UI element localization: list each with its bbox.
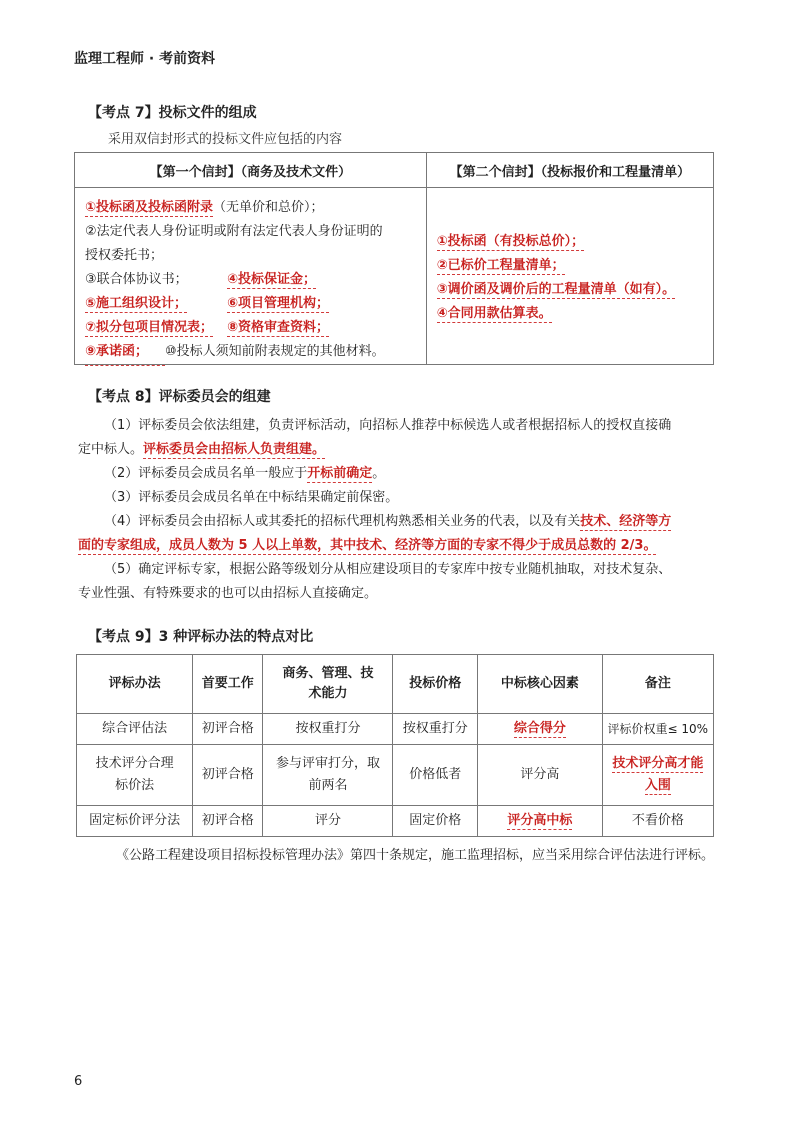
env2-item-2: ②已标价工程量清单；	[436, 258, 565, 273]
env1-line-4	[85, 268, 426, 292]
col-header-price: 投标价格	[393, 655, 478, 714]
cell-price: 按权重打分	[393, 714, 478, 745]
env1-item-8: ⑧资格审查资料；	[227, 320, 330, 335]
env1-item-3: ③联合体协议书；	[85, 272, 188, 287]
section-7-intro: 采用双信封形式的投标文件应包括的内容	[108, 132, 343, 147]
cell-capability: 评分	[263, 806, 393, 837]
s8-p4-line2	[78, 534, 716, 558]
cell-first-task: 初评合格	[193, 714, 263, 745]
envelope-1-header: 【第一个信封】（商务及技术文件）	[75, 153, 427, 188]
s8-p4-line1: （4）评标委员会由招标人或其委托的招标代理机构熟悉相关业务的代表，以及有关技术、经济等方	[104, 514, 672, 529]
page-number: 6	[74, 1074, 83, 1089]
table-row	[77, 806, 714, 837]
cell-price: 固定价格	[393, 806, 478, 837]
section-8-title: 【考点 8】评标委员会的组建	[88, 389, 271, 405]
s8-p1-line1: （1）评标委员会依法组建，负责评标活动，向招标人推荐中标候选人或者根据招标人的授权直接确	[104, 418, 672, 433]
cell-remark: 评标价权重≤ 10%	[602, 714, 713, 745]
table-row	[77, 714, 714, 745]
cell-method: 综合评估法	[77, 714, 193, 745]
cell-method: 固定标价评分法	[77, 806, 193, 837]
s8-p5-line2: 专业性强、有特殊要求的也可以由招标人直接确定。	[78, 586, 378, 601]
envelope-2-header: 【第二个信封】（投标报价和工程量清单）	[426, 153, 713, 188]
env1-item-9: ⑨承诺函；	[85, 340, 165, 366]
env1-item-1-note: （无单价和总价）；	[213, 200, 324, 215]
env1-line-3: 授权委托书；	[85, 248, 164, 263]
env1-item-6: ⑥项目管理机构；	[227, 296, 330, 311]
cell-capability: 按权重打分	[263, 714, 393, 745]
cell-remark: 不看价格	[602, 806, 713, 837]
env1-line-2: ②法定代表人身份证明或附有法定代表人身份证明的	[85, 224, 383, 239]
section-7-title: 【考点 7】投标文件的组成	[88, 105, 257, 121]
s8-p4-highlight-2: 面的专家组成，成员人数为 5 人以上单数，其中技术、经济等方面的专家不得少于成员总数的 2/3。	[78, 538, 657, 553]
s8-p2: （2）评标委员会成员名单一般应于开标前确定。	[104, 466, 386, 481]
col-header-core-factor: 中标核心因素	[478, 655, 603, 714]
env1-line-5	[85, 292, 426, 316]
cell-core-factor: 评分高中标	[478, 806, 603, 837]
env1-item-1: ①投标函及投标函附录	[85, 200, 214, 215]
cell-core-factor: 评分高	[478, 745, 603, 806]
env1-line-7	[85, 340, 426, 366]
s8-p1-line2: 定中标人。评标委员会由招标人负责组建。	[78, 442, 326, 457]
running-header: 监理工程师 · 考前资料	[74, 51, 216, 67]
envelope-table	[74, 152, 714, 365]
section-9-title: 【考点 9】3 种评标办法的特点对比	[88, 629, 314, 645]
s8-p2-highlight: 开标前确定	[307, 466, 373, 481]
s8-p5-line1: （5）确定评标专家，根据公路等级划分从相应建设项目的专家库中按专业随机抽取，对技术复杂、	[104, 562, 672, 577]
envelope-2-cell	[426, 188, 713, 365]
env1-item-10: ⑩投标人须知前附表规定的其他材料。	[165, 344, 385, 359]
env1-item-4: ④投标保证金；	[227, 272, 317, 287]
env1-line-6	[85, 316, 426, 340]
env2-item-4: ④合同用款估算表。	[436, 306, 552, 321]
section-9-footnote: 《公路工程建设项目招标投标管理办法》第四十条规定，施工监理招标，应当采用综合评估法进行评标。	[116, 848, 715, 863]
cell-method: 技术评分合理标价法	[77, 745, 193, 806]
method-comparison-table	[76, 654, 714, 837]
cell-first-task: 初评合格	[193, 745, 263, 806]
s8-p1-highlight: 评标委员会由招标人负责组建。	[143, 442, 326, 457]
col-header-first-task: 首要工作	[193, 655, 263, 714]
cell-remark: 技术评分高才能入围	[602, 745, 713, 806]
env2-item-1: ①投标函（有投标总价）；	[436, 234, 585, 249]
env1-line-1	[85, 196, 426, 220]
s8-p3: （3）评标委员会成员名单在中标结果确定前保密。	[104, 490, 399, 505]
env2-item-3: ③调价函及调价后的工程量清单（如有）。	[436, 282, 676, 297]
env1-item-5: ⑤施工组织设计；	[85, 296, 188, 311]
col-header-capability: 商务、管理、技术能力	[263, 655, 393, 714]
cell-price: 价格低者	[393, 745, 478, 806]
env1-item-7: ⑦拟分包项目情况表；	[85, 320, 214, 335]
section-8-body	[78, 414, 716, 606]
cell-capability: 参与评审打分，取前两名	[263, 745, 393, 806]
envelope-1-cell	[75, 188, 427, 365]
s8-p4-highlight-1: 技术、经济等方	[580, 514, 672, 529]
cell-core-factor: 综合得分	[478, 714, 603, 745]
table-row	[77, 745, 714, 806]
col-header-remark: 备注	[602, 655, 713, 714]
col-header-method: 评标办法	[77, 655, 193, 714]
cell-first-task: 初评合格	[193, 806, 263, 837]
